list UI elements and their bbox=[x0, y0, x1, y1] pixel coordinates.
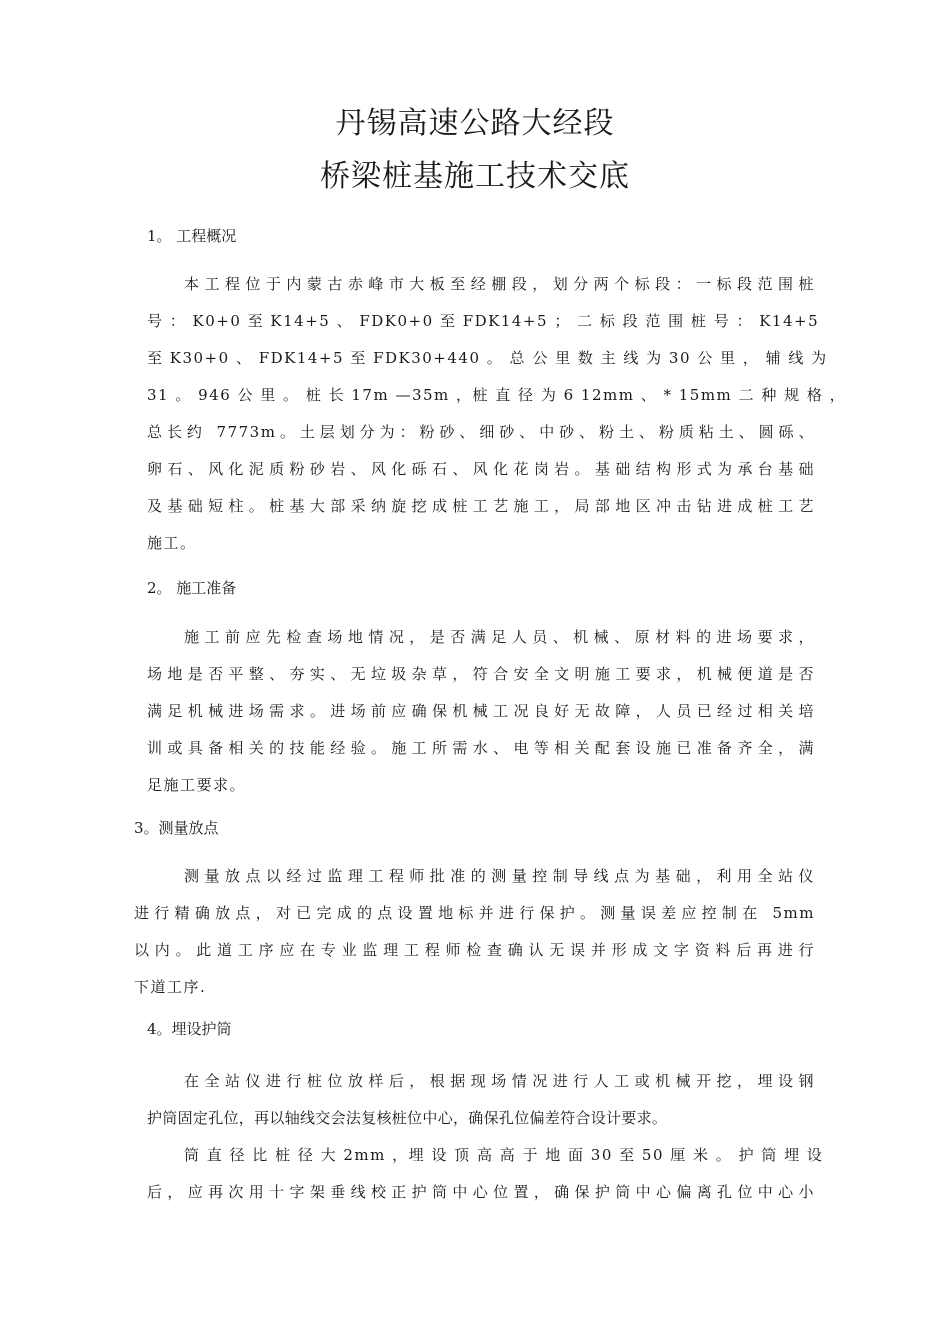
paragraph-line: 施工。 bbox=[147, 534, 197, 552]
paragraph-line: 31 。 946 公 里 。 桩 长 17m —35m ，桩 直 径 为 6 12mm 、 * 15mm 二 种 规 格 ， bbox=[147, 386, 847, 404]
paragraph-line: 在全站仪进行桩位放样后，根据现场情况进行人工或机械开挖，埋设钢 bbox=[184, 1072, 815, 1090]
paragraph-line: 施工前应先检查场地情况，是否满足人员、机械、原材料的进场要求， bbox=[184, 628, 815, 646]
paragraph-line: 后，应再次用十字架垂线校正护筒中心位置，确保护筒中心偏离孔位中心小 bbox=[147, 1183, 815, 1201]
document-title-line2: 桥梁桩基施工技术交底 bbox=[320, 159, 630, 194]
paragraph-line: 满足机械进场需求。进场前应确保机械工况良好无故障，人员已经过相关培 bbox=[147, 702, 815, 720]
paragraph-line: 总长约 7773m。土层划分为：粉砂、细砂、中砂、粉土、粉质粘土、圆砾、 bbox=[147, 423, 815, 441]
section-paragraph-survey bbox=[134, 858, 815, 1006]
section-paragraph-casing-2 bbox=[147, 1137, 824, 1211]
paragraph-line: 卵石、风化泥质粉砂岩、风化砾石、风化花岗岩。基础结构形式为承台基础 bbox=[147, 460, 815, 478]
section-heading-survey: 3。测量放点 bbox=[134, 819, 219, 837]
paragraph-line: 筒 直 径 比 桩 径 大 2mm ，埋 设 顶 高 高 于 地 面 30 至 50 厘 米 。 护 筒 埋 设 bbox=[184, 1146, 824, 1164]
paragraph-line: 号 ： K0+0 至 K14+5 、 FDK0+0 至 FDK14+5 ； 二 标 段 范 围 桩 号 ： K14+5 bbox=[147, 312, 820, 330]
paragraph-line: 测量放点以经过监理工程师批准的测量控制导线点为基础，利用全站仪 bbox=[184, 867, 815, 885]
section-paragraph-preparation bbox=[147, 619, 815, 804]
section-heading-preparation: 2。 施工准备 bbox=[147, 579, 237, 597]
paragraph-line: 本工程位于内蒙古赤峰市大板至经棚段，划分两个标段：一标段范围桩 bbox=[184, 275, 815, 293]
paragraph-line: 护筒固定孔位，再以轴线交会法复核桩位中心，确保孔位偏差符合设计要求。 bbox=[147, 1109, 668, 1127]
section-paragraph-overview bbox=[147, 266, 847, 562]
section-paragraph-casing-1 bbox=[147, 1063, 815, 1137]
paragraph-line: 足施工要求。 bbox=[147, 776, 247, 794]
paragraph-line: 及基础短柱。桩基大部采纳旋挖成桩工艺施工，局部地区冲击钻进成桩工艺 bbox=[147, 497, 815, 515]
section-heading-overview: 1。 工程概况 bbox=[147, 227, 237, 245]
paragraph-line: 训或具备相关的技能经验。施工所需水、电等相关配套设施已准备齐全，满 bbox=[147, 739, 815, 757]
paragraph-line: 至 K30+0 、 FDK14+5 至 FDK30+440 。 总 公 里 数 主 线 为 30 公 里 ， 辅 线 为 bbox=[147, 349, 828, 367]
paragraph-line: 下道工序. bbox=[134, 978, 207, 996]
section-heading-casing: 4。埋设护筒 bbox=[147, 1020, 232, 1038]
paragraph-line: 以内。此道工序应在专业监理工程师检查确认无误并形成文字资料后再进行 bbox=[134, 941, 815, 959]
document-title-line1: 丹锡高速公路大经段 bbox=[335, 106, 615, 141]
paragraph-line: 场地是否平整、夯实、无垃圾杂草，符合安全文明施工要求，机械便道是否 bbox=[147, 665, 815, 683]
paragraph-line: 进行精确放点，对已完成的点设置地标并进行保护。测量误差应控制在 5mm bbox=[134, 904, 815, 922]
